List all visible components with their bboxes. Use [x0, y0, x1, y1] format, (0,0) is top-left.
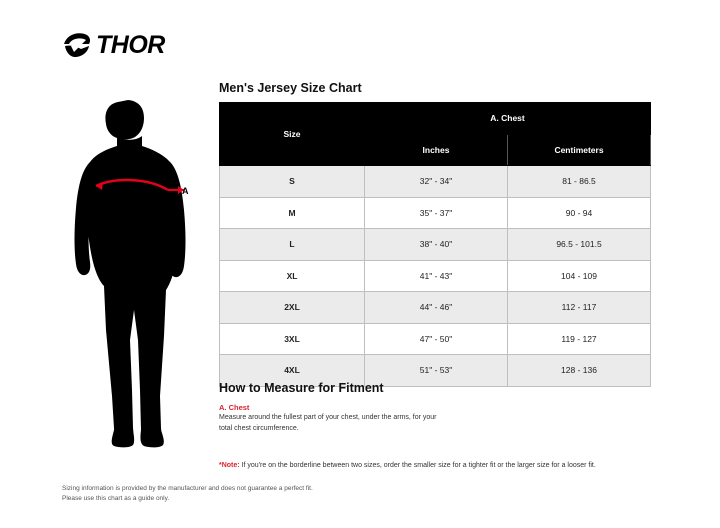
table-row [220, 229, 651, 261]
table-row [220, 323, 651, 355]
brand-logo [62, 30, 165, 60]
male-body-silhouette-icon [60, 100, 200, 450]
footer-line2: Please use this chart as a guide only. [62, 495, 170, 503]
measure-marker-a: A [182, 186, 189, 196]
page-title: Men's Jersey Size Chart [219, 81, 362, 95]
note-label: *Note: [219, 462, 240, 469]
header-inches: Inches [365, 134, 508, 166]
cell-cm: 96.5 - 101.5 [508, 229, 651, 261]
cell-inches: 44" - 46" [365, 292, 508, 324]
header-centimeters: Centimeters [508, 134, 651, 166]
cell-cm: 90 - 94 [508, 197, 651, 229]
table-row [220, 197, 651, 229]
cell-size: 2XL [220, 292, 365, 324]
howto-subtitle: A. Chest [219, 403, 250, 412]
footer-disclaimer [62, 484, 313, 505]
cell-inches: 47" - 50" [365, 323, 508, 355]
header-size: Size [220, 103, 365, 166]
brand-name: THOR [96, 30, 165, 59]
table-row [220, 166, 651, 198]
table-header-row [220, 103, 651, 135]
cell-cm: 128 - 136 [508, 355, 651, 387]
cell-cm: 119 - 127 [508, 323, 651, 355]
cell-cm: 81 - 86.5 [508, 166, 651, 198]
cell-inches: 35" - 37" [365, 197, 508, 229]
cell-size: 4XL [220, 355, 365, 387]
borderline-note [219, 462, 596, 469]
cell-size: XL [220, 260, 365, 292]
header-chest: A. Chest [365, 103, 651, 135]
cell-cm: 112 - 117 [508, 292, 651, 324]
howto-body-line2: total chest circumference. [219, 424, 299, 432]
cell-size: 3XL [220, 323, 365, 355]
cell-inches: 51" - 53" [365, 355, 508, 387]
cell-inches: 32" - 34" [365, 166, 508, 198]
thor-helmet-icon [62, 30, 92, 60]
table-row [220, 260, 651, 292]
cell-inches: 41" - 43" [365, 260, 508, 292]
size-chart-table [219, 102, 651, 387]
howto-body-line1: Measure around the fullest part of your chest, under the arms, for your [219, 414, 437, 421]
cell-size: M [220, 197, 365, 229]
cell-size: S [220, 166, 365, 198]
cell-size: L [220, 229, 365, 261]
table-row [220, 292, 651, 324]
howto-body [219, 413, 519, 435]
howto-title: How to Measure for Fitment [219, 381, 384, 395]
note-text: If you're on the borderline between two sizes, order the smaller size for a tighter fit or the larger size for a looser fit. [241, 462, 596, 469]
cell-cm: 104 - 109 [508, 260, 651, 292]
footer-line1: Sizing information is provided by the manufacturer and does not guarantee a perfect fit. [62, 485, 313, 492]
cell-inches: 38" - 40" [365, 229, 508, 261]
